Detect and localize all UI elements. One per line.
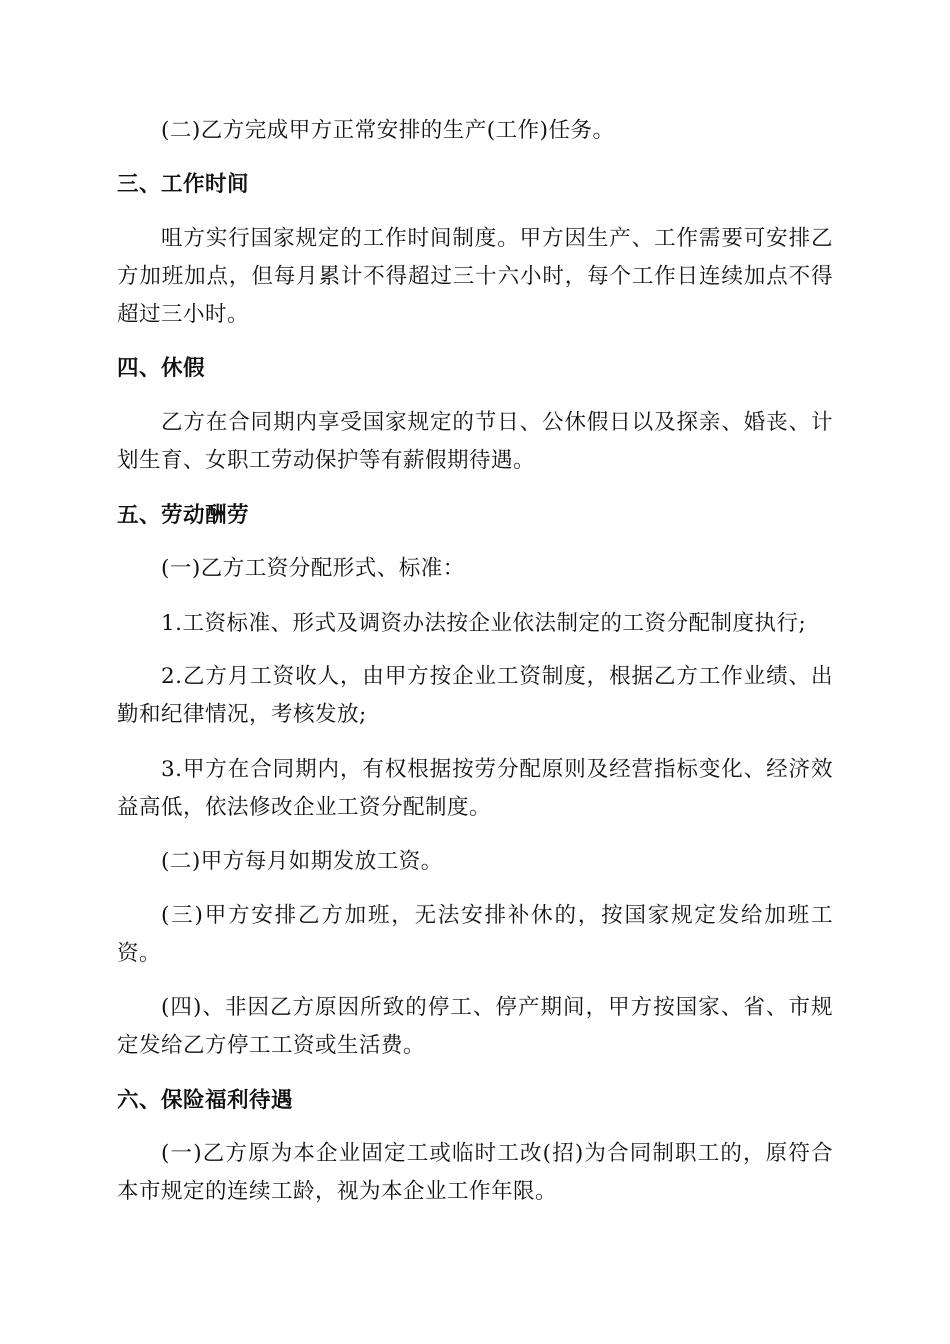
paragraph-4: (一)乙方工资分配形式、标准： [161, 556, 465, 581]
paragraph-7: 3.甲方在合同期内，有权根据按劳分配原则及经营指标变化、经济效益高低，依法修改企业工资分配制度。 [117, 757, 833, 820]
paragraph-3: 乙方在合同期内享受国家规定的节日、公休假日以及探亲、婚丧、计划生育、女职工劳动保护等有薪假期待遇。 [117, 410, 833, 473]
paragraph-9: (三)甲方安排乙方加班，无法安排补休的，按国家规定发给加班工资。 [117, 903, 833, 966]
paragraph-2: 咀方实行国家规定的工作时间制度。甲方因生产、工作需要可安排乙方加班加点，但每月累计不得超过三十六小时，每个工作日连续加点不得超过三小时。 [117, 226, 833, 327]
paragraph-1: (二)乙方完成甲方正常安排的生产(工作)任务。 [161, 118, 615, 143]
heading-section-3: 三、工作时间 [117, 172, 250, 197]
paragraph-8: (二)甲方每月如期发放工资。 [161, 849, 443, 874]
paragraph-10: (四)、非因乙方原因所致的停工、停产期间，甲方按国家、省、市规定发给乙方停工工资或生活费。 [117, 995, 833, 1058]
paragraph-6: 2.乙方月工资收人，由甲方按企业工资制度，根据乙方工作业绩、出勤和纪律情况，考核发放; [117, 664, 833, 727]
heading-section-5: 五、劳动酬劳 [117, 503, 250, 528]
paragraph-5: 1.工资标准、形式及调资办法按企业依法制定的工资分配制度执行; [161, 611, 807, 636]
paragraph-11: (一)乙方原为本企业固定工或临时工改(招)为合同制职工的，原符合本市规定的连续工龄，视为本企业工作年限。 [117, 1141, 833, 1204]
heading-section-6: 六、保险福利待遇 [117, 1088, 294, 1113]
heading-section-4: 四、休假 [117, 356, 206, 381]
